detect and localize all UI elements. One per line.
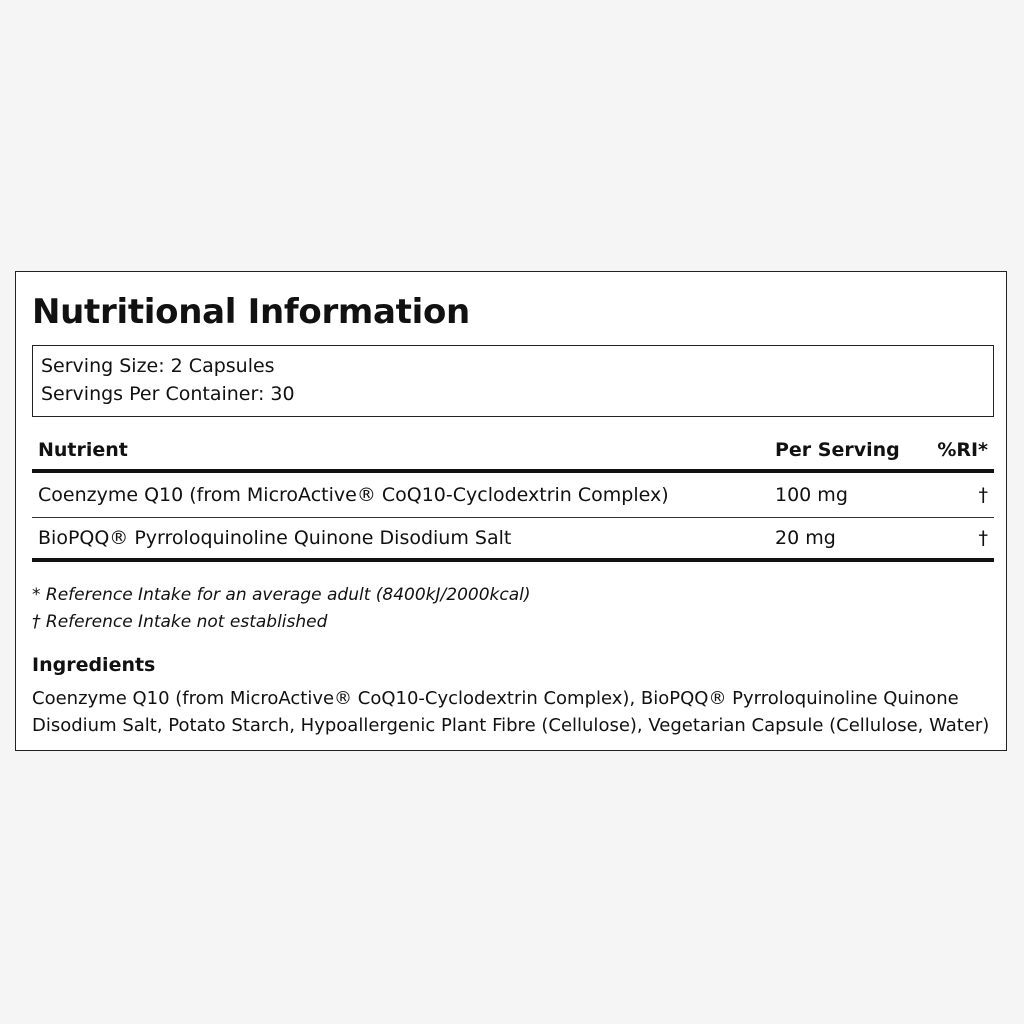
nutrient-name: Coenzyme Q10 (from MicroActive® CoQ10-Cyclodextrin Complex) bbox=[32, 471, 769, 518]
panel-title: Nutritional Information bbox=[32, 292, 470, 332]
nutrition-panel bbox=[15, 271, 1007, 751]
ri-value: † bbox=[919, 518, 994, 561]
footnote-not-established: † Reference Intake not established bbox=[32, 612, 328, 632]
footnotes bbox=[32, 582, 531, 636]
table-header-row bbox=[32, 430, 994, 471]
per-serving-amount: 100 mg bbox=[769, 471, 919, 518]
ingredients-heading: Ingredients bbox=[32, 654, 156, 676]
table-row bbox=[32, 518, 994, 561]
nutrient-table bbox=[32, 430, 994, 562]
per-serving-amount: 20 mg bbox=[769, 518, 919, 561]
header-per-serving: Per Serving bbox=[769, 430, 919, 471]
ingredients-text: Coenzyme Q10 (from MicroActive® CoQ10-Cyclodextrin Complex), BioPQQ® Pyrroloquinoline Quinone Disodium Salt, Potato Starch, Hypoallergenic Plant Fibre (Cellulose), Vegetarian Capsule (Cellulose, Water) bbox=[32, 688, 990, 736]
nutrient-name: BioPQQ® Pyrroloquinoline Quinone Disodium Salt bbox=[32, 518, 769, 561]
header-ri: %RI* bbox=[919, 430, 994, 471]
servings-per-container: Servings Per Container: 30 bbox=[41, 383, 295, 405]
table-row bbox=[32, 471, 994, 518]
footnote-reference-intake: * Reference Intake for an average adult (8400kJ/2000kcal) bbox=[32, 585, 531, 605]
serving-size: Serving Size: 2 Capsules bbox=[41, 355, 275, 377]
ri-value: † bbox=[919, 471, 994, 518]
serving-info-box bbox=[32, 345, 994, 417]
header-nutrient: Nutrient bbox=[32, 430, 769, 471]
